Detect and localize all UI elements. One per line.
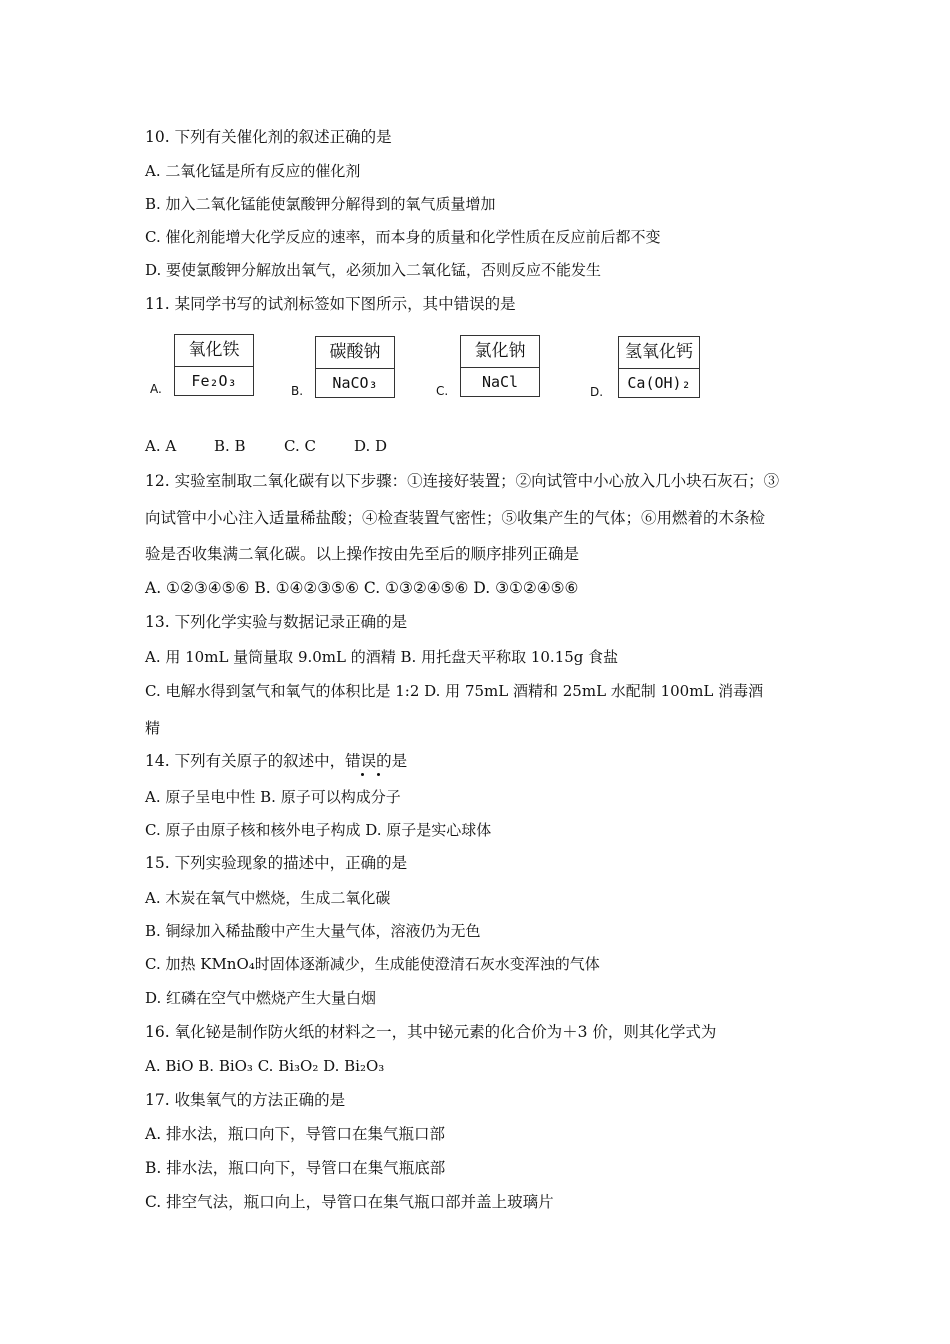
q14-stem: 14. 下列有关原子的叙述中，错误的是 <box>145 752 408 770</box>
reagent-label-a <box>174 334 254 396</box>
q10-option-c: C. 催化剂能增大化学反应的速率，而本身的质量和化学性质在反应前后都不变 <box>145 228 661 246</box>
q15-option-a: A. 木炭在氧气中燃烧，生成二氧化碳 <box>145 889 391 907</box>
q12-stem-line-1: 12. 实验室制取二氧化碳有以下步骤：①连接好装置；②向试管中小心放入几小块石灰石；③ <box>145 472 780 490</box>
reagent-label-b <box>315 336 395 398</box>
reagent-formula: NaCO₃ <box>332 374 378 392</box>
q13-options-line-3: 精 <box>145 719 161 737</box>
reagent-formula: Fe₂O₃ <box>191 372 237 390</box>
q10-option-d: D. 要使氯酸钾分解放出氧气，必须加入二氧化锰，否则反应不能发生 <box>145 261 602 279</box>
reagent-name: 氯化钠 <box>461 336 539 368</box>
q17-stem: 17. 收集氧气的方法正确的是 <box>145 1091 346 1109</box>
q11-answer-a: A. A <box>145 437 177 455</box>
q15-option-c: C. 加热 KMnO₄时固体逐渐减少，生成能使澄清石灰水变浑浊的气体 <box>145 955 600 973</box>
q15-option-b: B. 铜绿加入稀盐酸中产生大量气体，溶液仍为无色 <box>145 922 481 940</box>
q11-answer-c: C. C <box>284 437 316 455</box>
reagent-formula: Ca(OH)₂ <box>627 374 691 392</box>
emphasis-dot <box>361 773 364 776</box>
q17-option-b: B. 排水法，瓶口向下，导管口在集气瓶底部 <box>145 1159 446 1177</box>
q12-stem-line-2: 向试管中小心注入适量稀盐酸；④检查装置气密性；⑤收集产生的气体；⑥用燃着的木条检 <box>145 509 766 527</box>
q15-stem: 15. 下列实验现象的描述中，正确的是 <box>145 854 408 872</box>
q11-answer-b: B. B <box>214 437 246 455</box>
label-d-tag: D. <box>590 385 604 399</box>
label-a-tag: A. <box>150 382 162 396</box>
reagent-label-d <box>618 336 700 398</box>
q12-options: A. ①②③④⑤⑥ B. ①④②③⑤⑥ C. ①③②④⑤⑥ D. ③①②④⑤⑥ <box>145 579 579 597</box>
q17-option-c: C. 排空气法，瓶口向上，导管口在集气瓶口部并盖上玻璃片 <box>145 1193 554 1211</box>
q10-option-a: A. 二氧化锰是所有反应的催化剂 <box>145 162 361 180</box>
q15-option-d: D. 红磷在空气中燃烧产生大量白烟 <box>145 989 377 1007</box>
q11-stem: 11. 某同学书写的试剂标签如下图所示，其中错误的是 <box>145 295 516 313</box>
q14-options-line-1: A. 原子呈电中性 B. 原子可以构成分子 <box>145 788 401 806</box>
q10-stem: 10. 下列有关催化剂的叙述正确的是 <box>145 128 392 146</box>
emphasis-dot <box>377 773 380 776</box>
q16-stem: 16. 氧化铋是制作防火纸的材料之一，其中铋元素的化合价为＋3 价，则其化学式为 <box>145 1023 717 1041</box>
q13-options-line-2: C. 电解水得到氢气和氧气的体积比是 1:2 D. 用 75mL 酒精和 25mL 水配制 100mL 消毒酒 <box>145 682 764 700</box>
label-b-tag: B. <box>291 384 304 398</box>
q17-option-a: A. 排水法，瓶口向下，导管口在集气瓶口部 <box>145 1125 446 1143</box>
reagent-name: 氢氧化钙 <box>619 337 699 369</box>
reagent-name: 氧化铁 <box>175 335 253 367</box>
reagent-name: 碳酸钠 <box>316 337 394 369</box>
reagent-label-c <box>460 335 540 397</box>
q14-options-line-2: C. 原子由原子核和核外电子构成 D. 原子是实心球体 <box>145 821 492 839</box>
label-c-tag: C. <box>436 384 449 398</box>
q11-answer-d: D. D <box>354 437 388 455</box>
q10-option-b: B. 加入二氧化锰能使氯酸钾分解得到的氧气质量增加 <box>145 195 496 213</box>
q12-stem-line-3: 验是否收集满二氧化碳。以上操作按由先至后的顺序排列正确是 <box>145 545 580 563</box>
q16-options: A. BiO B. BiO₃ C. Bi₃O₂ D. Bi₂O₃ <box>145 1057 385 1075</box>
reagent-formula: NaCl <box>481 373 519 391</box>
q13-stem: 13. 下列化学实验与数据记录正确的是 <box>145 613 408 631</box>
q13-options-line-1: A. 用 10mL 量筒量取 9.0mL 的酒精 B. 用托盘天平称取 10.15g 食盐 <box>145 648 619 666</box>
